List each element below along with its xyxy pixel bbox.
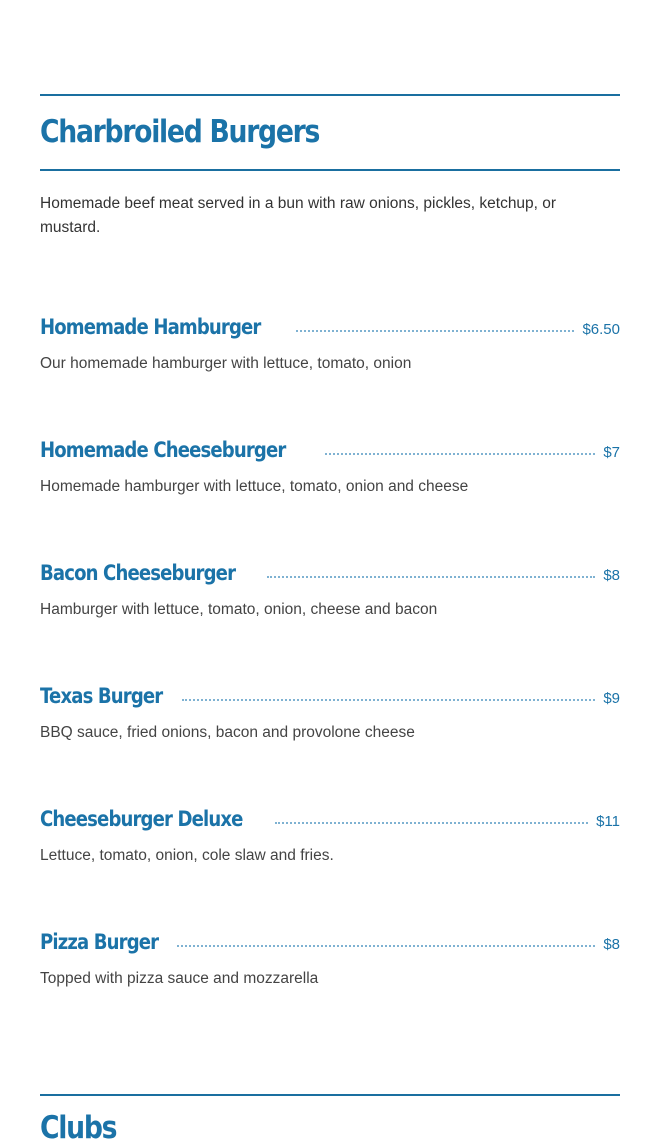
menu-item <box>40 313 620 375</box>
menu-item-description: Lettuce, tomato, onion, cole slaw and fries. <box>40 847 334 864</box>
menu-item-name: Cheeseburger Deluxe <box>40 807 243 831</box>
menu-item-description: BBQ sauce, fried onions, bacon and provolone cheese <box>40 724 415 741</box>
dot-leader <box>296 330 574 332</box>
dot-leader <box>177 945 595 947</box>
menu-item-price: $9 <box>603 690 620 707</box>
dot-leader <box>182 699 595 701</box>
dot-leader <box>325 453 595 455</box>
menu-item-description: Our homemade hamburger with lettuce, tomato, onion <box>40 355 412 372</box>
menu-item-price: $6.50 <box>582 321 620 338</box>
menu-item-name: Texas Burger <box>40 684 163 708</box>
menu-item-name: Pizza Burger <box>40 930 159 954</box>
section-title: Charbroiled Burgers <box>40 114 320 150</box>
menu-item-price: $7 <box>603 444 620 461</box>
menu-item-description: Topped with pizza sauce and mozzarella <box>40 970 319 987</box>
menu-item <box>40 805 620 867</box>
menu-item-price: $11 <box>596 813 620 830</box>
menu-item-name: Homemade Hamburger <box>40 315 261 339</box>
menu-item <box>40 682 620 744</box>
menu-item-description: Hamburger with lettuce, tomato, onion, cheese and bacon <box>40 601 438 618</box>
dot-leader <box>267 576 595 578</box>
section-bottom-rule <box>40 169 620 171</box>
menu-item-name: Bacon Cheeseburger <box>40 561 236 585</box>
section-top-rule <box>40 94 620 96</box>
menu-item <box>40 559 620 621</box>
menu-item-price: $8 <box>603 936 620 953</box>
next-section-title: Clubs <box>40 1110 117 1146</box>
menu-item-name: Homemade Cheeseburger <box>40 438 286 462</box>
section-description: Homemade beef meat served in a bun with raw onions, pickles, ketchup, or mustard. <box>40 195 557 236</box>
menu-item <box>40 928 620 990</box>
menu-item-price: $8 <box>603 567 620 584</box>
dot-leader <box>275 822 588 824</box>
menu-item <box>40 436 620 498</box>
next-section-top-rule <box>40 1094 620 1096</box>
menu-item-description: Homemade hamburger with lettuce, tomato, onion and cheese <box>40 478 469 495</box>
